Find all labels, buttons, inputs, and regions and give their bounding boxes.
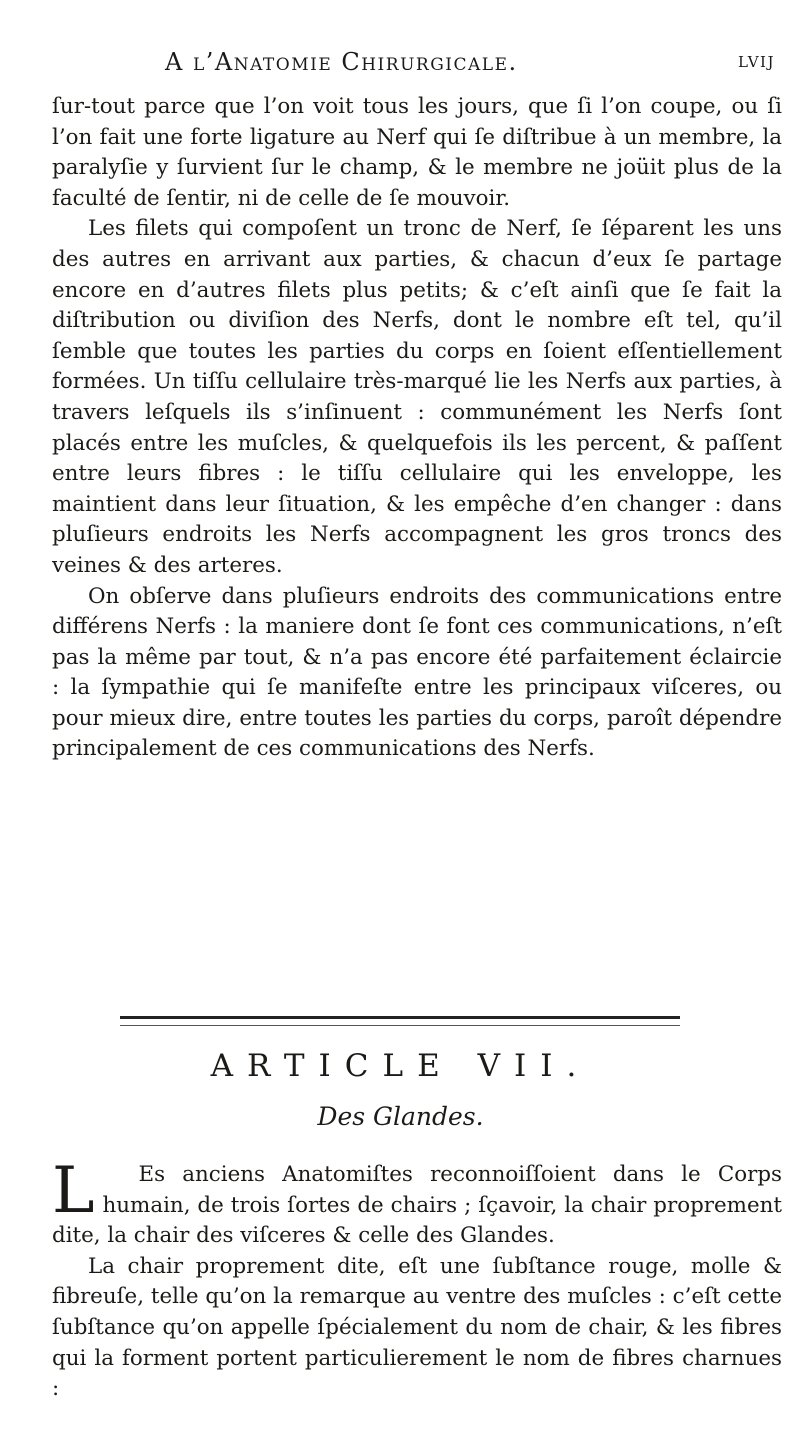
article-heading: ARTICLE VII. bbox=[210, 1048, 591, 1084]
article-body bbox=[52, 1154, 782, 1405]
section-divider bbox=[120, 1016, 680, 1026]
running-head bbox=[165, 48, 775, 84]
paragraph-nerve-communications: On obſerve dans pluſieurs endroits des communications entre différens Nerfs : la maniere dont ſe font ces communications, n’eſt pas la même par tout, & n’a pas encore été parfaitement éclaircie : la ſympathie qui ſe manifeſte entre les principaux viſceres, ou pour mieux dire, entre toutes les parties du corps, paroît dépendre principalement de ces communications des Nerfs. bbox=[52, 583, 782, 762]
body-text bbox=[52, 92, 782, 765]
running-head-title: A l’Anatomie Chirurgicale. bbox=[165, 48, 518, 76]
paragraph-nerve-filaments: Les filets qui compoſent un tronc de Nerf, ſe ſéparent les uns des autres en arrivant aux parties, & chacun d’eux ſe partage encore en d’autres filets plus petits; & c’eſt ainſi que ſe fait la diſtribution ou diviſion des Nerfs, dont le nombre eſt tel, qu’il ſemble que toutes les parties du corps en ſoient eſſentiellement formées. Un tiſſu cellulaire très-marqué lie les Nerfs aux parties, à travers leſquels ils s’inſinuent : communément les Nerfs ſont placés entre les muſcles, & quelquefois ils les percent, & paſſent entre leurs fibres : le tiſſu cellulaire qui les enveloppe, les maintient dans leur ſituation, & les empêche d’en changer : dans pluſieurs endroits les Nerfs accompagnent les gros troncs des veines & des arteres. bbox=[52, 216, 782, 578]
article-subheading: Des Glandes. bbox=[317, 1102, 484, 1131]
paragraph-continued: ſur-tout parce que l’on voit tous les jours, que ſi l’on coupe, ou ſi l’on fait une forte ligature au Nerf qui ſe diſtribue à un membre, la paralyſie y ſurvient ſur le champ, & le membre ne joüit plus de la faculté de ſentir, ni de celle de ſe mouvoir. bbox=[52, 94, 782, 211]
paragraph-text: Es anciens Anatomiſtes reconnoiſſoient dans le Corps humain, de trois ſortes de chairs ; ſçavoir, la chair proprement dite, la chair des viſceres & celle des Glandes. bbox=[52, 1162, 782, 1249]
paragraph-three-kinds-of-flesh bbox=[52, 1154, 782, 1252]
paragraph-flesh-definition: La chair proprement dite, eſt une ſubſtance rouge, molle & fibreuſe, telle qu’on la remarque au ventre des muſcles : c’eſt cette ſubſtance qu’on appelle ſpécialement du nom de chair, & les fibres qui la forment portent particulierement le nom de fibres charnues : bbox=[52, 1253, 782, 1402]
drop-cap: L bbox=[52, 1154, 95, 1228]
page-number: lvij bbox=[738, 48, 775, 73]
